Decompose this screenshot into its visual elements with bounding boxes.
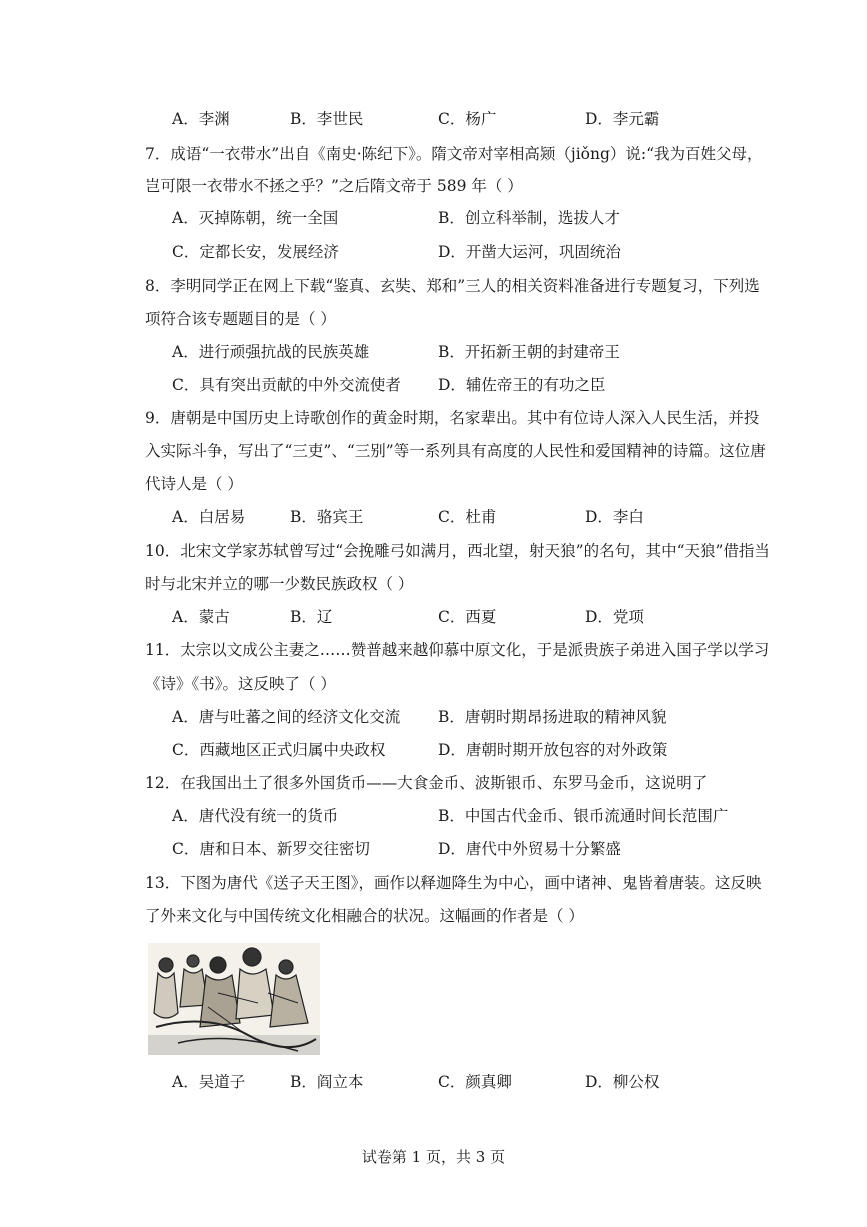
q11-option-b: B．唐朝时期昂扬进取的精神风貌	[438, 708, 667, 726]
q10-stem-line1: 10．北宋文学家苏轼曾写过“会挽雕弓如满月，西北望，射天狼”的名句，其中“天狼”借指当	[145, 542, 770, 560]
q8-option-d: D．辅佐帝王的有功之臣	[438, 376, 606, 394]
q10-option-d: D．党项	[585, 608, 644, 626]
painting-illustration	[148, 943, 320, 1055]
q12-option-d: D．唐代中外贸易十分繁盛	[438, 840, 621, 858]
q11-stem-line1: 11．太宗以文成公主妻之……赞普越来越仰慕中原文化，于是派贵族子弟进入国子学以学习	[145, 641, 770, 659]
q13-option-a: A．吴道子	[172, 1073, 246, 1091]
q9-option-d: D．李白	[585, 508, 644, 526]
q9-stem-line1: 9．唐朝是中国历史上诗歌创作的黄金时期，名家辈出。其中有位诗人深入人民生活，并投	[145, 409, 760, 427]
page-footer: 试卷第 1 页，共 3 页	[361, 1148, 506, 1166]
q7-option-c: C．定都长安，发展经济	[172, 243, 339, 261]
q8-option-b: B．开拓新王朝的封建帝王	[438, 343, 620, 361]
q8-option-a: A．进行顽强抗战的民族英雄	[172, 343, 370, 361]
q7-stem-line1: 7．成语“一衣带水”出自《南史·陈纪下》。隋文帝对宰相高颎（jiǒng）说:“我为百姓父母，	[145, 145, 763, 163]
q9-stem-line3: 代诗人是（ ）	[145, 475, 243, 493]
q6-option-a: A．李渊	[172, 110, 230, 128]
q6-option-d: D．李元霸	[585, 110, 660, 128]
q11-option-c: C．西藏地区正式归属中央政权	[172, 741, 386, 759]
q13-option-b: B．阎立本	[290, 1073, 364, 1091]
q8-stem-line1: 8．李明同学正在网上下载“鉴真、玄奘、郑和”三人的相关资料准备进行专题复习，下列选	[145, 277, 760, 295]
q13-stem-line1: 13．下图为唐代《送子天王图》，画作以释迦降生为中心，画中诸神、鬼皆着唐装。这反映	[145, 874, 762, 892]
q12-option-a: A．唐代没有统一的货币	[172, 807, 339, 825]
q10-option-a: A．蒙古	[172, 608, 230, 626]
q12-option-b: B．中国古代金币、银币流通时间长范围广	[438, 807, 729, 825]
q11-option-a: A．唐与吐蕃之间的经济文化交流	[172, 708, 401, 726]
q10-stem-line2: 时与北宋并立的哪一少数民族政权（ ）	[145, 575, 414, 593]
q12-option-c: C．唐和日本、新罗交往密切	[172, 840, 370, 858]
q12-stem-line1: 12．在我国出土了很多外国货币——大食金币、波斯银币、东罗马金币，这说明了	[145, 774, 708, 792]
q9-option-c: C．杜甫	[438, 508, 497, 526]
q10-option-c: C．西夏	[438, 608, 497, 626]
q13-option-d: D．柳公权	[585, 1073, 660, 1091]
q7-option-a: A．灭掉陈朝，统一全国	[172, 209, 339, 227]
q11-option-d: D．唐朝时期开放包容的对外政策	[438, 741, 668, 759]
q6-option-c: C．杨广	[438, 110, 497, 128]
q6-option-b: B．李世民	[290, 110, 364, 128]
q8-option-c: C．具有突出贡献的中外交流使者	[172, 376, 401, 394]
q10-option-b: B．辽	[290, 608, 333, 626]
q8-stem-line2: 项符合该专题题目的是（ ）	[145, 310, 336, 328]
q7-option-d: D．开凿大运河，巩固统治	[438, 243, 621, 261]
q11-stem-line2: 《诗》《书》。这反映了（ ）	[145, 675, 336, 693]
q9-stem-line2: 入实际斗争，写出了“三吏”、“三别”等一系列具有高度的人民性和爱国精神的诗篇。这位唐	[145, 442, 766, 460]
q7-stem-line2: 岂可限一衣带水不拯之乎？”之后隋文帝于 589 年（ ）	[145, 177, 523, 195]
q9-option-a: A．白居易	[172, 508, 246, 526]
q13-stem-line2: 了外来文化与中国传统文化相融合的状况。这幅画的作者是（ ）	[145, 907, 584, 925]
q13-option-c: C．颜真卿	[438, 1073, 512, 1091]
q9-option-b: B．骆宾王	[290, 508, 364, 526]
q7-option-b: B．创立科举制，选拔人才	[438, 209, 620, 227]
